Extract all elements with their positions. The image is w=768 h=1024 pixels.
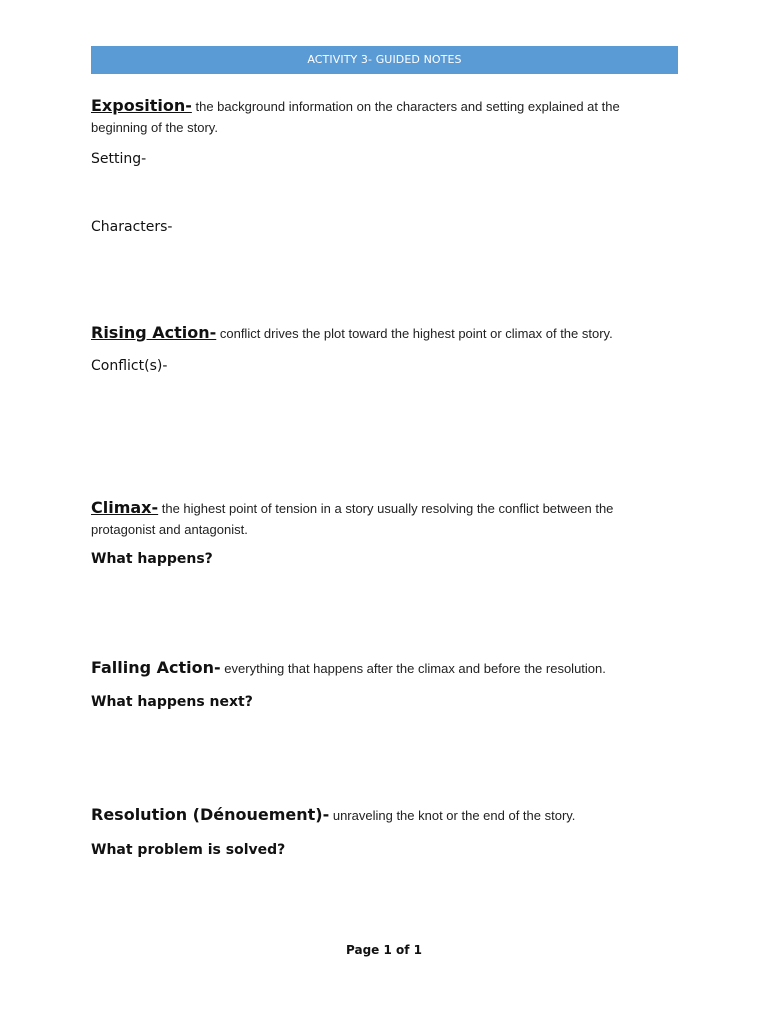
rising-action-term: Rising Action- <box>91 323 217 342</box>
conflicts-prompt: Conflict(s)- <box>91 358 168 374</box>
setting-prompt: Setting- <box>91 151 147 167</box>
what-happens-next-prompt: What happens next? <box>91 694 253 710</box>
resolution-definition: unraveling the knot or the end of the story. <box>329 808 576 823</box>
exposition-paragraph <box>91 95 671 138</box>
characters-prompt: Characters- <box>91 219 173 235</box>
exposition-term: Exposition- <box>91 96 192 115</box>
climax-definition: the highest point of tension in a story usually resolving the conflict between the protagonist and antagonist. <box>91 501 614 537</box>
activity-title-banner: ACTIVITY 3- GUIDED NOTES <box>91 46 678 74</box>
what-happens-prompt: What happens? <box>91 551 213 567</box>
falling-action-paragraph <box>91 657 671 679</box>
rising-action-definition: conflict drives the plot toward the highest point or climax of the story. <box>216 326 613 341</box>
resolution-term: Resolution (Dénouement)- <box>91 805 330 824</box>
climax-term: Climax- <box>91 498 159 517</box>
falling-action-definition: everything that happens after the climax and before the resolution. <box>220 661 606 676</box>
resolution-paragraph <box>91 804 671 826</box>
climax-paragraph <box>91 497 671 540</box>
falling-action-term: Falling Action- <box>91 658 221 677</box>
page-number-footer: Page 1 of 1 <box>346 943 422 957</box>
what-problem-solved-prompt: What problem is solved? <box>91 842 286 858</box>
rising-action-paragraph <box>91 322 671 344</box>
exposition-definition: the background information on the characters and setting explained at the beginning of the story. <box>91 99 620 135</box>
